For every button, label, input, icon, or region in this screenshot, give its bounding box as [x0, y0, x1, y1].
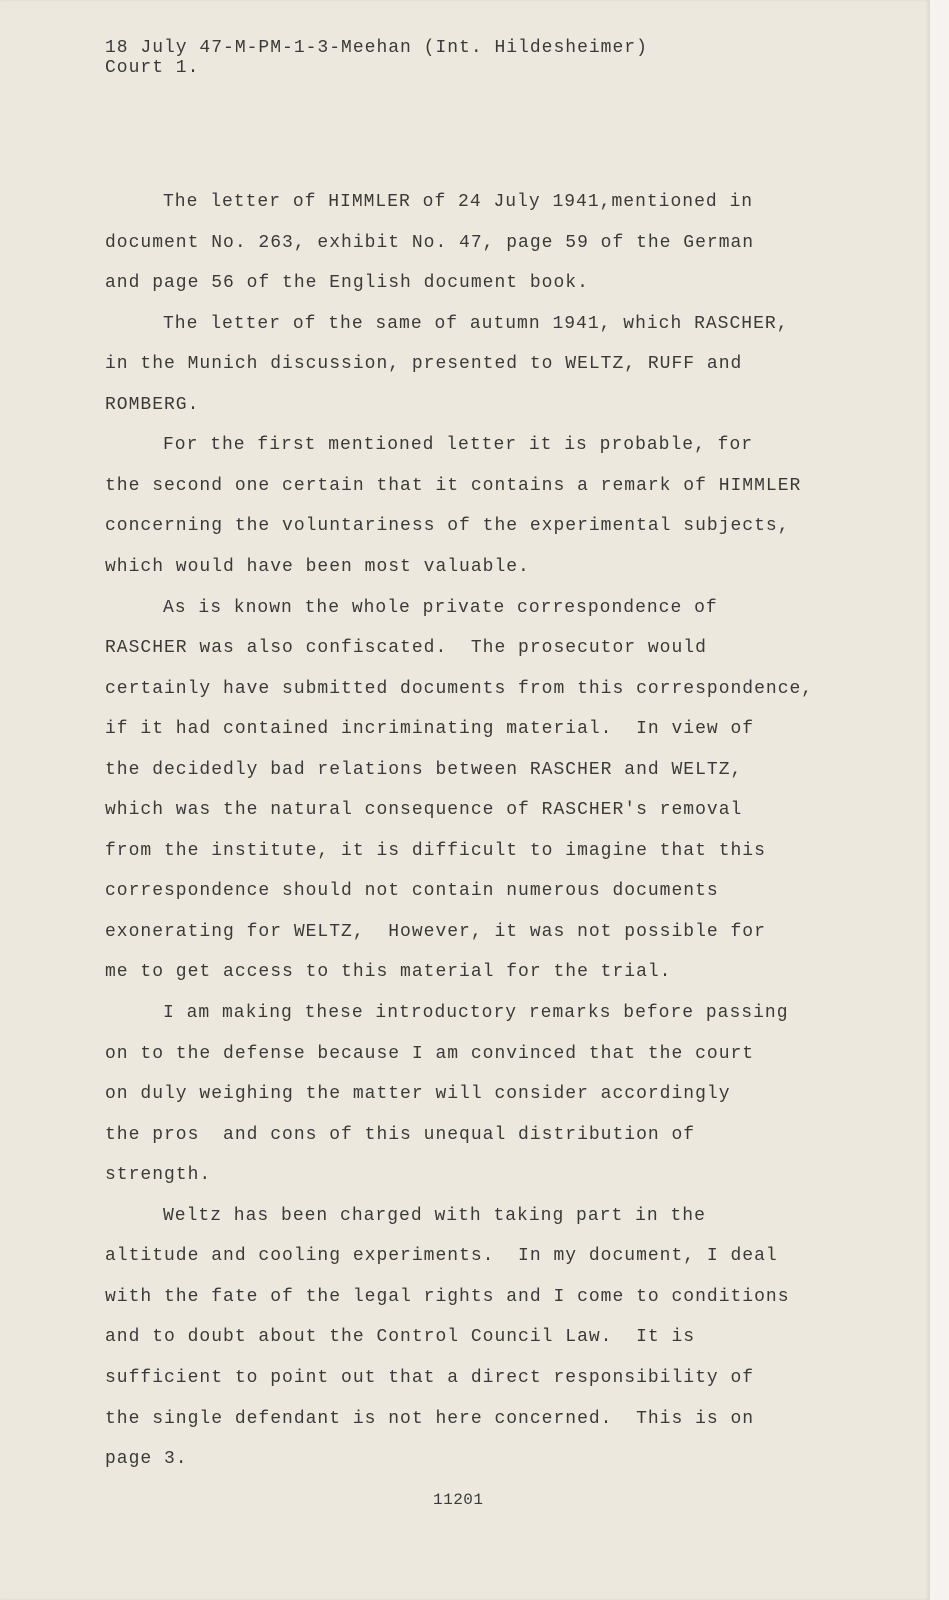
text-line: and to doubt about the Control Council Law. It is [105, 1327, 696, 1348]
text-line: the second one certain that it contains a remark of HIMMLER [105, 475, 802, 496]
text-line: with the fate of the legal rights and I come to conditions [105, 1286, 790, 1307]
page-edge [930, 0, 949, 1600]
text-line: me to get access to this material for the trial. [105, 962, 672, 983]
text-line: correspondence should not contain numerous documents [105, 881, 719, 902]
text-line: and page 56 of the English document book. [105, 273, 589, 294]
text-line: strength. [105, 1165, 212, 1186]
text-line: The letter of HIMMLER of 24 July 1941,mentioned in [163, 192, 754, 212]
text-line: For the first mentioned letter it is probable, for [163, 435, 754, 456]
text-line: certainly have submitted documents from this correspondence, [105, 678, 814, 699]
header-line-2: Court 1. [105, 58, 200, 78]
text-line: on to the defense because I am convinced that the court [105, 1043, 755, 1064]
text-line: ROMBERG. [105, 394, 200, 415]
text-line: exonerating for WELTZ, However, it was not possible for [105, 921, 766, 942]
text-line: sufficient to point out that a direct responsibility of [105, 1367, 755, 1388]
text-line: from the institute, it is difficult to imagine that this [105, 840, 766, 861]
text-line: on duly weighing the matter will consider accordingly [105, 1084, 731, 1105]
text-line: I am making these introductory remarks before passing [163, 1003, 789, 1023]
text-line: concerning the voluntariness of the experimental subjects, [105, 516, 790, 537]
page-number: 11201 [433, 1491, 484, 1509]
text-line: the decidedly bad relations between RASCHER and WELTZ, [105, 759, 743, 780]
text-line: the single defendant is not here concerned. This is on [105, 1408, 755, 1429]
text-line: RASCHER was also confiscated. The prosecutor would [105, 638, 707, 659]
text-line: which would have been most valuable. [105, 556, 530, 577]
text-line: page 3. [105, 1449, 188, 1470]
text-line: As is known the whole private correspondence of [163, 597, 718, 618]
text-line: Weltz has been charged with taking part in the [163, 1205, 706, 1226]
text-line: the pros and cons of this unequal distribution of [105, 1124, 696, 1145]
text-line: in the Munich discussion, presented to WELTZ, RUFF and [105, 354, 743, 375]
text-line: document No. 263, exhibit No. 47, page 59 of the German [105, 232, 755, 253]
header-line-1: 18 July 47-M-PM-1-3-Meehan (Int. Hildesheimer) [105, 38, 648, 58]
text-line: if it had contained incriminating material. In view of [105, 719, 755, 740]
text-line: The letter of the same of autumn 1941, which RASCHER, [163, 313, 789, 334]
text-line: which was the natural consequence of RASCHER's removal [105, 800, 743, 821]
text-line: altitude and cooling experiments. In my document, I deal [105, 1246, 778, 1267]
